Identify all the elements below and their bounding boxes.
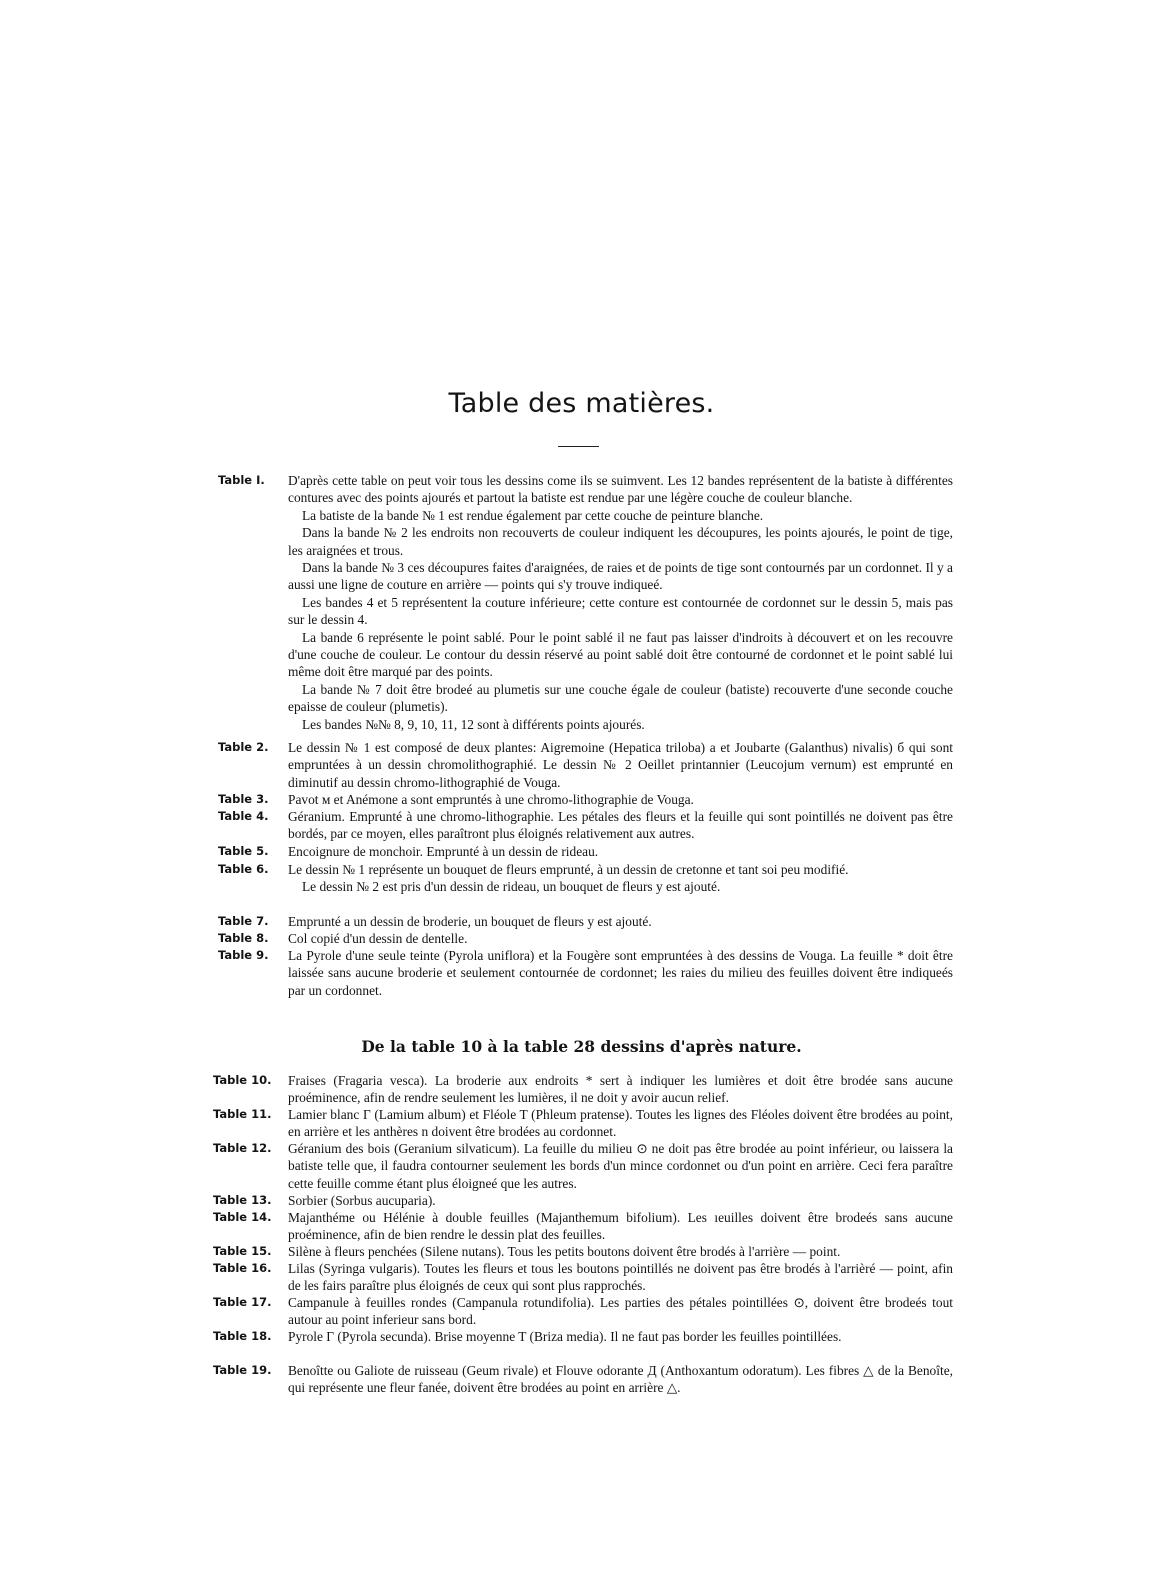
- entry-paragraph: La batiste de la bande № 1 est rendue également par cette couche de peinture blanche.: [302, 507, 764, 523]
- entry-text: [288, 843, 953, 860]
- entry-text: [288, 913, 953, 930]
- entry-paragraph: Silène à fleurs penchées (Silene nutans). Tous les petits boutons doivent être brodés à l'arrière — point.: [288, 1244, 841, 1259]
- entry-text: [288, 1072, 953, 1107]
- entry-paragraph: Les bandes №№ 8, 9, 10, 11, 12 sont à différents points ajourés.: [302, 716, 645, 732]
- page-title: Table des matières.: [448, 388, 715, 419]
- entry-text: [288, 1362, 953, 1397]
- entry-paragraph: Dans la bande № 2 les endroits non recouverts de couleur indiquent les découpures, les points ajourés, le point de tige, les araignées et trous.: [288, 525, 953, 558]
- entry-label: Table 13.: [213, 1193, 272, 1207]
- entry-text: [288, 1140, 953, 1192]
- entry-label: Table 12.: [213, 1141, 272, 1155]
- entry-label: Table 9.: [218, 948, 269, 962]
- title-divider: [558, 446, 599, 447]
- entry-paragraph: Col copié d'un dessin de dentelle.: [288, 931, 468, 946]
- entry-label: Table 4.: [218, 809, 269, 823]
- entry-text: [288, 1260, 953, 1295]
- entry-paragraph: Emprunté a un dessin de broderie, un bouquet de fleurs y est ajouté.: [288, 914, 652, 929]
- section-heading: De la table 10 à la table 28 dessins d'après nature.: [361, 1037, 802, 1056]
- entry-paragraph: La bande № 7 doit être brodeé au plumetis sur une couche égale de couleur (batiste) recouverte d'une seconde couche epaisse de couleur (plumetis).: [288, 681, 953, 715]
- entry-text: [288, 472, 953, 733]
- entry-paragraph: D'après cette table on peut voir tous les dessins come ils se suimvent. Les 12 bandes représentent de la batiste à différentes contures avec des points ajourés et partout la batiste est rendue par une légère couche de couleur blanche.: [288, 473, 953, 506]
- entry-paragraph: La Pyrole d'une seule teinte (Pyrola uniflora) et la Fougère sont empruntées à des dessins de Vouga. La feuille * doit être laissée sans aucune broderie et seulement contournée de cordonnet; les raies du milieu des feuilles doivent être indiqueés par un cordonnet.: [288, 948, 953, 998]
- entry-paragraph: La bande 6 représente le point sablé. Pour le point sablé il ne faut pas laisser d'indroits à découvert et on les recouvre d'une couche de couleur. Le contour du dessin réservé au point sablé doit être contourné de cordonnet et le point sablé lui même doit être marqué par des points.: [288, 629, 953, 680]
- entry-label: Table 7.: [218, 914, 269, 928]
- entry-label: Table I.: [218, 473, 265, 487]
- entry-label: Table 17.: [213, 1295, 272, 1309]
- entry-text: [288, 808, 953, 843]
- entry-paragraph: Le dessin № 1 représente un bouquet de fleurs emprunté, à un dessin de cretonne et tant soi peu modifié.: [288, 862, 849, 877]
- entry-label: Table 8.: [218, 931, 269, 945]
- entry-paragraph: Pavot м et Anémone a sont empruntés à une chromo-lithographie de Vouga.: [288, 792, 694, 807]
- entry-paragraph: Benoîtte ou Galiote de ruisseau (Geum rivale) et Flouve odorante Д (Anthoxantum odoratum). Les fibres △ de la Benoîte, qui représente une fleur fanée, doivent être brodées au point en arrière △.: [288, 1363, 953, 1396]
- entry-paragraph: Dans la bande № 3 ces découpures faites d'araignées, de raies et de points de tige sont contournés par un cordonnet. Il y a aussi une ligne de couture en arrière — points qui s'y trouve indiqueé.: [288, 560, 953, 593]
- entry-text: [288, 1106, 953, 1141]
- entry-label: Table 18.: [213, 1329, 272, 1343]
- entry-paragraph: Le dessin № 1 est composé de deux plantes: Aigremoine (Hepatica triloba) a et Joubarte (Galanthus) nivalis) б qui sont empruntées à un dessin chromolithographié. Le dessin № 2 Oeillet printannier (Leucojum vernum) est emprunté en diminutif au dessin chromo-lithographié de Vouga.: [288, 740, 953, 790]
- entry-label: Table 3.: [218, 792, 269, 806]
- entry-paragraph: Lilas (Syringa vulgaris). Toutes les fleurs et tous les boutons pointillés ne doivent pas être brodés à l'arrièré — point, afin de les fairs paraître plus éloignés de ceux qui sont plus rapprochés.: [288, 1261, 953, 1294]
- entry-paragraph: Fraises (Fragaria vesca). La broderie aux endroits * sert à indiquer les lumières et doit être brodée sans aucune proéminence, afin de rendre seulement les lumières, il ne doit y avoir aucun relief.: [288, 1073, 953, 1106]
- entry-paragraph: Géranium. Emprunté à une chromo-lithographie. Les pétales des fleurs et la feuille qui sont pointillés ne doivent pas être bordés, par ce moyen, elles paraîtront plus éloignés relativement aux autres.: [288, 809, 953, 842]
- entry-label: Table 2.: [218, 740, 269, 754]
- entry-label: Table 11.: [213, 1107, 272, 1121]
- entry-label: Table 15.: [213, 1244, 272, 1258]
- entry-text: [288, 1192, 953, 1209]
- entry-paragraph: Encoignure de monchoir. Emprunté à un dessin de rideau.: [288, 844, 599, 859]
- entry-text: [288, 947, 953, 999]
- entry-text: [288, 1294, 953, 1329]
- entry-paragraph: Majanthéme ou Hélénie à double feuilles (Majanthemum bifolium). Les ıeuilles doivent être brodeés sans aucune proéminence, afin de bien rendre le dessin plat des feuilles.: [288, 1210, 953, 1243]
- entry-label: Table 16.: [213, 1261, 272, 1275]
- entry-paragraph: Sorbier (Sorbus aucuparia).: [288, 1193, 436, 1208]
- entry-paragraph: Les bandes 4 et 5 représentent la couture inférieure; cette conture est contournée de cordonnet sur le dessin 5, mais pas sur le dessin 4.: [288, 594, 953, 628]
- entry-paragraph: Le dessin № 2 est pris d'un dessin de rideau, un bouquet de fleurs y est ajouté.: [302, 879, 721, 895]
- entry-paragraph: Pyrole Γ (Pyrola secunda). Brise moyenne T (Briza media). Il ne faut pas border les feuilles pointillées.: [288, 1329, 842, 1344]
- entry-label: Table 10.: [213, 1073, 272, 1087]
- entry-paragraph: Géranium des bois (Geranium silvaticum). La feuille du milieu ⊙ ne doit pas être brodée au point inférieur, ou laissera la batiste telle que, il faudra contourner seulement les bords d'un mince cordonnet ou d'un point en arrière. Ceci fera paraître cette feuille comme étant plus éloigneé que les autres.: [288, 1141, 953, 1191]
- entry-text: [288, 791, 953, 808]
- entry-label: Table 19.: [213, 1363, 272, 1377]
- entry-paragraph: Campanule à feuilles rondes (Campanula rotundifolia). Les parties des pétales pointillées ⊙, doivent être brodeés tout autour au point inferieur sans bord.: [288, 1295, 953, 1328]
- entry-label: Table 6.: [218, 862, 269, 876]
- entry-text: [288, 930, 953, 947]
- entry-label: Table 5.: [218, 844, 269, 858]
- entry-paragraph: Lamier blanc Γ (Lamium album) et Fléole T (Phleum pratense). Toutes les lignes des Fléoles doivent être brodées au point, en arrière et les anthères n doivent être brodées au cordonnet.: [288, 1107, 953, 1140]
- entry-text: [288, 1243, 953, 1260]
- entry-text: [288, 861, 953, 896]
- entry-text: [288, 739, 953, 791]
- entry-label: Table 14.: [213, 1210, 272, 1224]
- entry-text: [288, 1328, 953, 1345]
- entry-text: [288, 1209, 953, 1244]
